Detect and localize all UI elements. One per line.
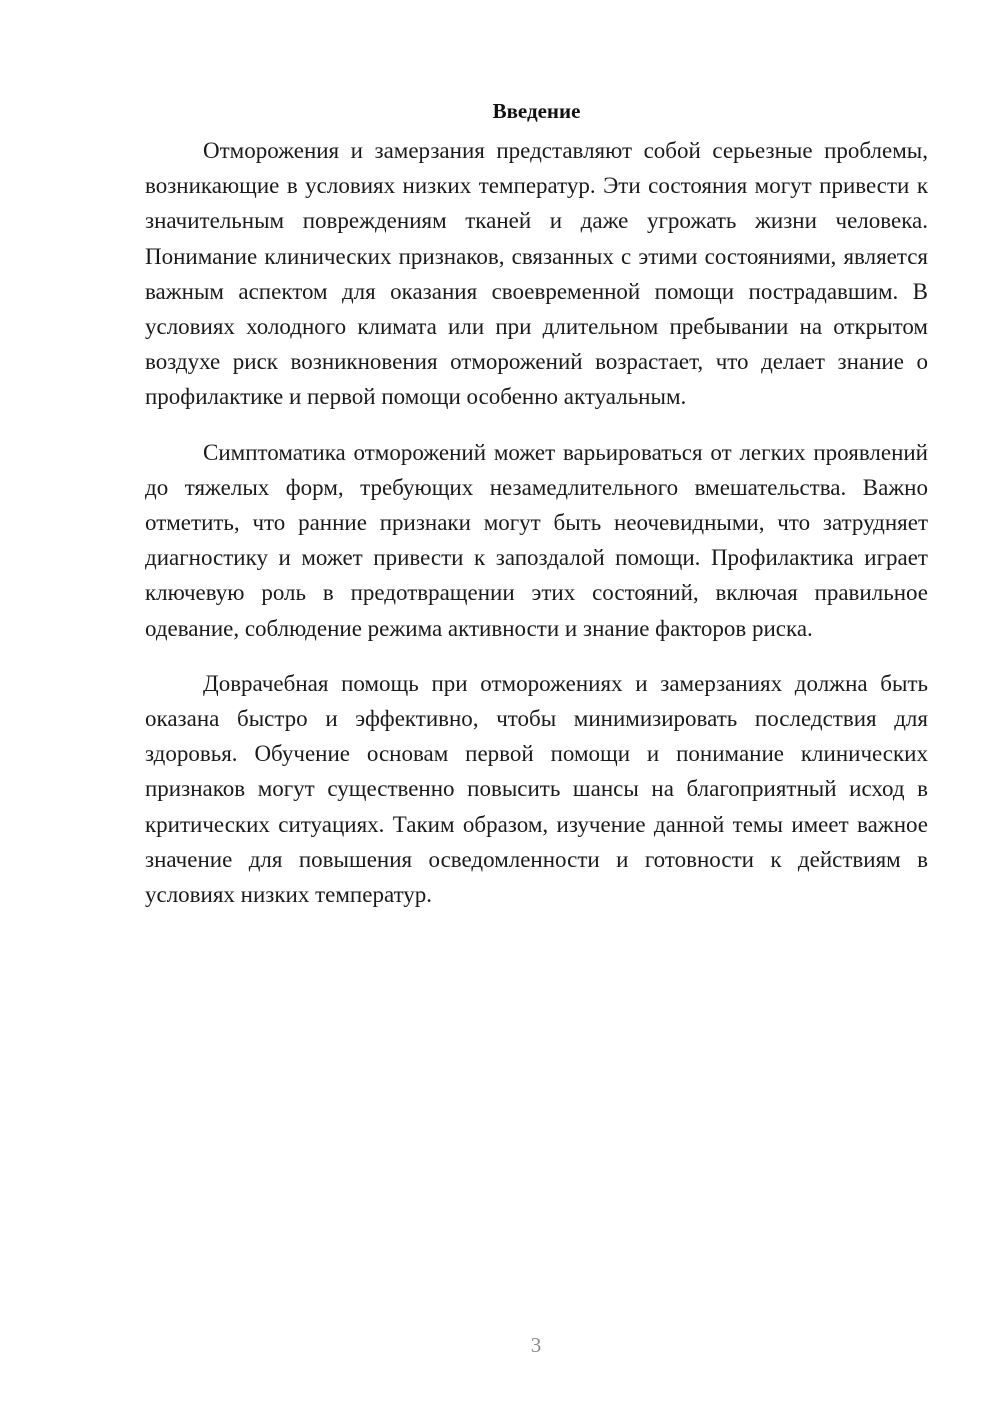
paragraph-1: Отморожения и замерзания представляют собой серьезные проблемы, возникающие в условиях низких температур. Эти состояния могут привести к значительным повреждениям тканей и даже угрожать жизни человека. Понимание клинических признаков, связанных с этими состояниями, является важным аспектом для оказания своевременной помощи пострадавшим. В условиях холодного климата или при длительном пребывании на открытом воздухе риск возникновения отморожений возрастает, что делает знание о профилактике и первой помощи особенно актуальным. xyxy=(145,138,928,410)
section-title: Введение xyxy=(492,99,581,123)
page-number: 3 xyxy=(530,1333,542,1357)
paragraph-2: Симптоматика отморожений может варьироваться от легких проявлений до тяжелых форм, требующих незамедлительного вмешательства. Важно отметить, что ранние признаки могут быть неочевидными, что затрудняет диагностику и может привести к запоздалой помощи. Профилактика играет ключевую роль в предотвращении этих состояний, включая правильное одевание, соблюдение режима активности и знание факторов риска. xyxy=(145,439,928,641)
paragraph-3: Доврачебная помощь при отморожениях и замерзаниях должна быть оказана быстро и эффективно, чтобы минимизировать последствия для здоровья. Обучение основам первой помощи и понимание клинических признаков могут существенно повысить шансы на благоприятный исход в критических ситуациях. Таким образом, изучение данной темы имеет важное значение для повышения осведомленности и готовности к действиям в условиях низких температур. xyxy=(145,670,928,908)
page-content xyxy=(145,96,928,932)
